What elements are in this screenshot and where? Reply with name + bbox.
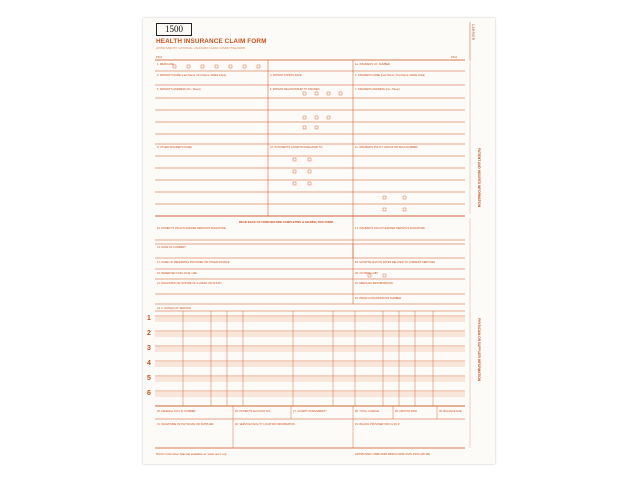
signature-label: 12. PATIENT'S OR AUTHORIZED PERSON'S SIGNATURE xyxy=(157,227,226,230)
checkbox[interactable] xyxy=(215,65,218,68)
shaded-supplemental-row xyxy=(155,391,465,397)
checkbox[interactable] xyxy=(303,116,306,119)
prior-auth-label: 23. PRIOR AUTHORIZATION NUMBER xyxy=(355,297,402,300)
form-grid xyxy=(143,18,495,464)
checkbox[interactable] xyxy=(327,92,330,95)
shaded-supplemental-row xyxy=(155,361,465,367)
outside-lab-label: 20. OUTSIDE LAB? xyxy=(355,272,378,275)
service-line-1: 1 xyxy=(147,315,151,322)
read-back-notice: READ BACK OF FORM BEFORE COMPLETING & SIGNING THIS FORM. xyxy=(239,220,334,224)
service-line-4: 4 xyxy=(147,360,151,367)
date-illness-label: 14. DATE OF CURRENT xyxy=(157,246,186,249)
footer-right: APPROVED OMB-0938-0999 FORM CMS-1500 (08-05) xyxy=(355,452,431,456)
checkbox[interactable] xyxy=(315,116,318,119)
checkbox[interactable] xyxy=(257,65,260,68)
amount-paid-label: 29. AMOUNT PAID xyxy=(395,410,417,413)
checkbox[interactable] xyxy=(383,274,386,277)
accept-label: 27. ACCEPT ASSIGNMENT? xyxy=(293,410,327,413)
checkbox[interactable] xyxy=(187,65,190,68)
checkbox[interactable] xyxy=(308,182,311,185)
checkbox[interactable] xyxy=(303,126,306,129)
physician-side-label: PHYSICIAN OR SUPPLIER INFORMATION xyxy=(477,318,481,381)
checkbox[interactable] xyxy=(243,65,246,68)
checkbox[interactable] xyxy=(315,126,318,129)
tax-id-label: 25. FEDERAL TAX I.D. NUMBER xyxy=(157,410,196,413)
checkbox[interactable] xyxy=(403,196,406,199)
carrier-label: CARRIER xyxy=(471,24,475,41)
claim-form-sheet xyxy=(143,18,495,464)
patient-name-label: 2. PATIENT'S NAME (Last Name, First Name, Middle Initial) xyxy=(157,74,226,77)
physician-sig-label: 31. SIGNATURE OF PHYSICIAN OR SUPPLIER xyxy=(157,423,214,426)
dates-service-label: 24. A. DATE(S) OF SERVICE xyxy=(157,307,191,310)
checkbox[interactable] xyxy=(308,158,311,161)
pica-right: PICA xyxy=(451,56,458,59)
service-line-6: 6 xyxy=(147,390,151,397)
medicare-label: 1. MEDICARE xyxy=(157,63,174,66)
account-no-label: 26. PATIENT'S ACCOUNT NO. xyxy=(235,410,271,413)
insured-address-label: 7. INSURED'S ADDRESS (No., Street) xyxy=(355,88,400,91)
other-insured-label: 9. OTHER INSURED'S NAME xyxy=(157,146,192,149)
policy-group-label: 11. INSURED'S POLICY GROUP OR FECA NUMBER xyxy=(355,146,418,149)
checkbox[interactable] xyxy=(229,65,232,68)
insured-name-label: 4. INSURED'S NAME (Last Name, First Name, Middle Initial) xyxy=(355,74,425,77)
checkbox[interactable] xyxy=(383,208,386,211)
insured-id-label: 1a. INSURED'S I.D. NUMBER xyxy=(355,63,390,66)
total-charge-label: 28. TOTAL CHARGE xyxy=(355,410,380,413)
checkbox[interactable] xyxy=(383,196,386,199)
checkbox[interactable] xyxy=(339,92,342,95)
checkbox[interactable] xyxy=(308,170,311,173)
checkbox[interactable] xyxy=(315,92,318,95)
billing-label: 33. BILLING PROVIDER INFO & PH # xyxy=(355,423,400,426)
hospitalization-label: 18. HOSPITALIZATION DATES RELATED TO CURRENT SERVICES xyxy=(355,261,436,264)
checkbox[interactable] xyxy=(327,116,330,119)
diagnosis-label: 21. DIAGNOSIS OR NATURE OF ILLNESS OR INJURY xyxy=(157,282,222,285)
form-title: HEALTH INSURANCE CLAIM FORM xyxy=(156,38,267,45)
insured-signature-label: 13. INSURED'S OR AUTHORIZED PERSON'S SIGNATURE xyxy=(355,227,425,230)
checkbox[interactable] xyxy=(201,65,204,68)
service-line-2: 2 xyxy=(147,330,151,337)
birth-date-label: 3. PATIENT'S BIRTH DATE xyxy=(270,74,302,77)
patient-address-label: 5. PATIENT'S ADDRESS (No., Street) xyxy=(157,88,201,91)
relationship-label: 6. PATIENT RELATIONSHIP TO INSURED xyxy=(270,88,320,91)
service-line-5: 5 xyxy=(147,375,151,382)
facility-label: 32. SERVICE FACILITY LOCATION INFORMATION xyxy=(235,423,296,426)
checkbox[interactable] xyxy=(293,170,296,173)
balance-due-label: 30. BALANCE DUE xyxy=(439,410,462,413)
shaded-supplemental-row xyxy=(155,316,465,322)
service-line-3: 3 xyxy=(147,345,151,352)
footer-left: NUCC Instruction Manual available at: www.nucc.org xyxy=(156,452,227,456)
form-subtitle: APPROVED BY NATIONAL UNIFORM CLAIM COMMITTEE 08/05 xyxy=(156,46,245,50)
condition-label: 10. IS PATIENT'S CONDITION RELATED TO: xyxy=(270,146,324,149)
shaded-supplemental-row xyxy=(155,376,465,382)
checkbox[interactable] xyxy=(293,158,296,161)
shaded-supplemental-row xyxy=(155,331,465,337)
patient-side-label: PATIENT AND INSURED INFORMATION xyxy=(477,148,481,208)
referring-label: 17. NAME OF REFERRING PROVIDER OR OTHER SOURCE xyxy=(157,261,230,264)
reserved-label: 19. RESERVED FOR LOCAL USE xyxy=(157,272,197,275)
checkbox[interactable] xyxy=(403,208,406,211)
checkbox[interactable] xyxy=(293,182,296,185)
resubmission-label: 22. MEDICAID RESUBMISSION xyxy=(355,282,393,285)
pica-left: PICA xyxy=(156,56,163,59)
checkbox[interactable] xyxy=(303,92,306,95)
form-number-badge: 1500 xyxy=(156,23,192,36)
shaded-supplemental-row xyxy=(155,346,465,352)
